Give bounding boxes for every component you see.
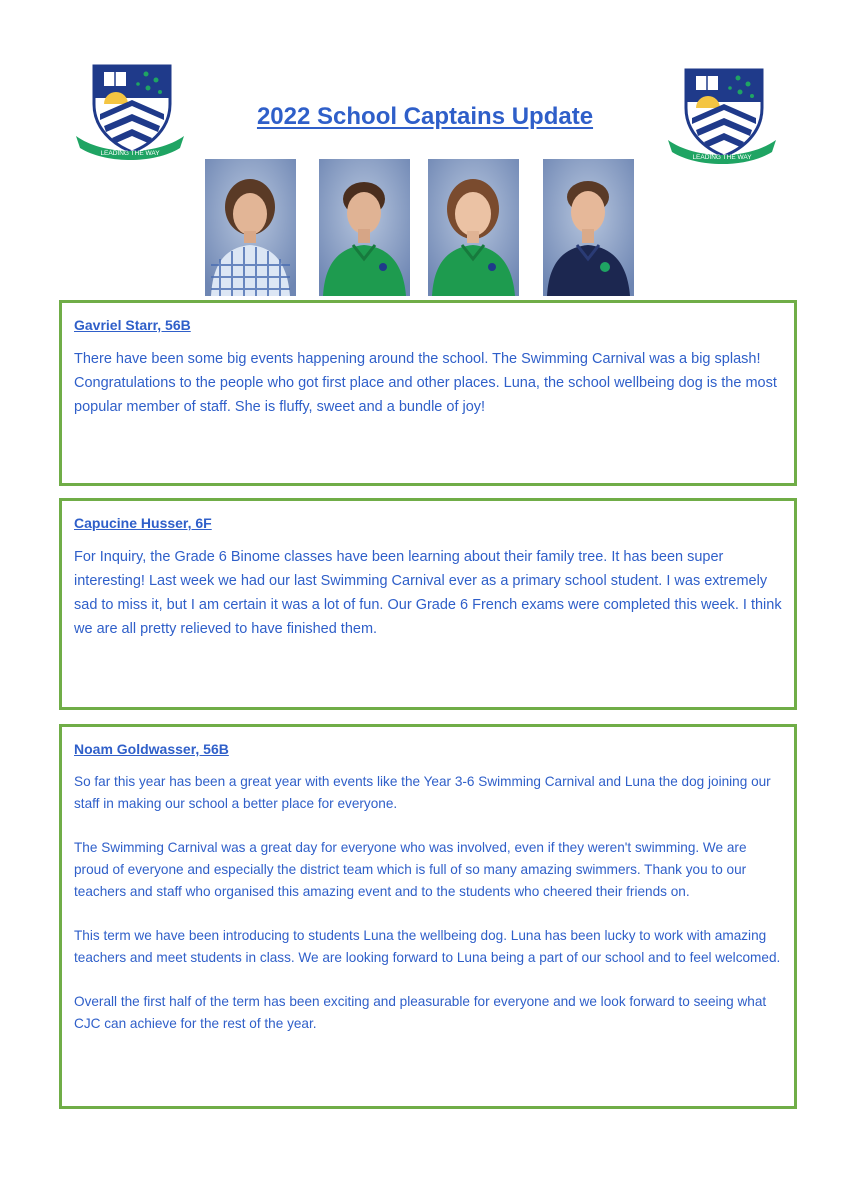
- page-title: 2022 School Captains Update: [256, 103, 594, 130]
- student-photo-2: [319, 159, 410, 296]
- school-crest-left: [74, 64, 186, 164]
- student-photo-3: [428, 159, 519, 296]
- captain-name: Gavriel Starr, 56B: [74, 317, 191, 333]
- crest-motto-left: LEADING THE WAY: [100, 150, 160, 157]
- captain-name: Noam Goldwasser, 56B: [74, 741, 229, 757]
- student-photo-4: [543, 159, 634, 296]
- captain-name: Capucine Husser, 6F: [74, 515, 212, 531]
- captain-message-paragraph: Overall the first half of the term has been exciting and pleasurable for everyone and we look forward to seeing what CJC can achieve for the rest of the year.: [74, 994, 767, 1031]
- school-crest-right: [666, 68, 778, 168]
- captain-message: There have been some big events happening around the school. The Swimming Carnival was a big splash! Congratulations to the people who got first place and other places. Luna, the school wellbeing dog is the most popular member of staff. She is fluffy, sweet and a bundle of joy!: [74, 351, 777, 415]
- captain-message-paragraph: This term we have been introducing to students Luna the wellbeing dog. Luna has been lucky to work with amazing teachers and meet students in class. We are looking forward to Luna being a part of our school and to feel welcomed.: [74, 928, 781, 965]
- captain-card-2: [59, 498, 797, 710]
- crest-motto-right: LEADING THE WAY: [692, 154, 752, 161]
- captain-card-1: [59, 300, 797, 486]
- captain-card-3: [59, 724, 797, 1109]
- student-photo-1: [205, 159, 296, 296]
- captain-message: For Inquiry, the Grade 6 Binome classes have been learning about their family tree. It has been super interesting! Last week we had our last Swimming Carnival ever as a primary school student. I was extremely sad to miss it, but I am certain it was a lot of fun. Our Grade 6 French exams were completed this week. I think we are all pretty relieved to have finished them.: [74, 549, 782, 637]
- captain-message-paragraph: So far this year has been a great year with events like the Year 3-6 Swimming Carnival and Luna the dog joining our staff in making our school a better place for everyone.: [74, 774, 771, 811]
- captain-message-paragraph: The Swimming Carnival was a great day for everyone who was involved, even if they weren't swimming. We are proud of everyone and especially the district team which is full of so many amazing swimmers. Thank you to our teachers and staff who organised this amazing event and to the students who cheered their friends on.: [74, 840, 747, 899]
